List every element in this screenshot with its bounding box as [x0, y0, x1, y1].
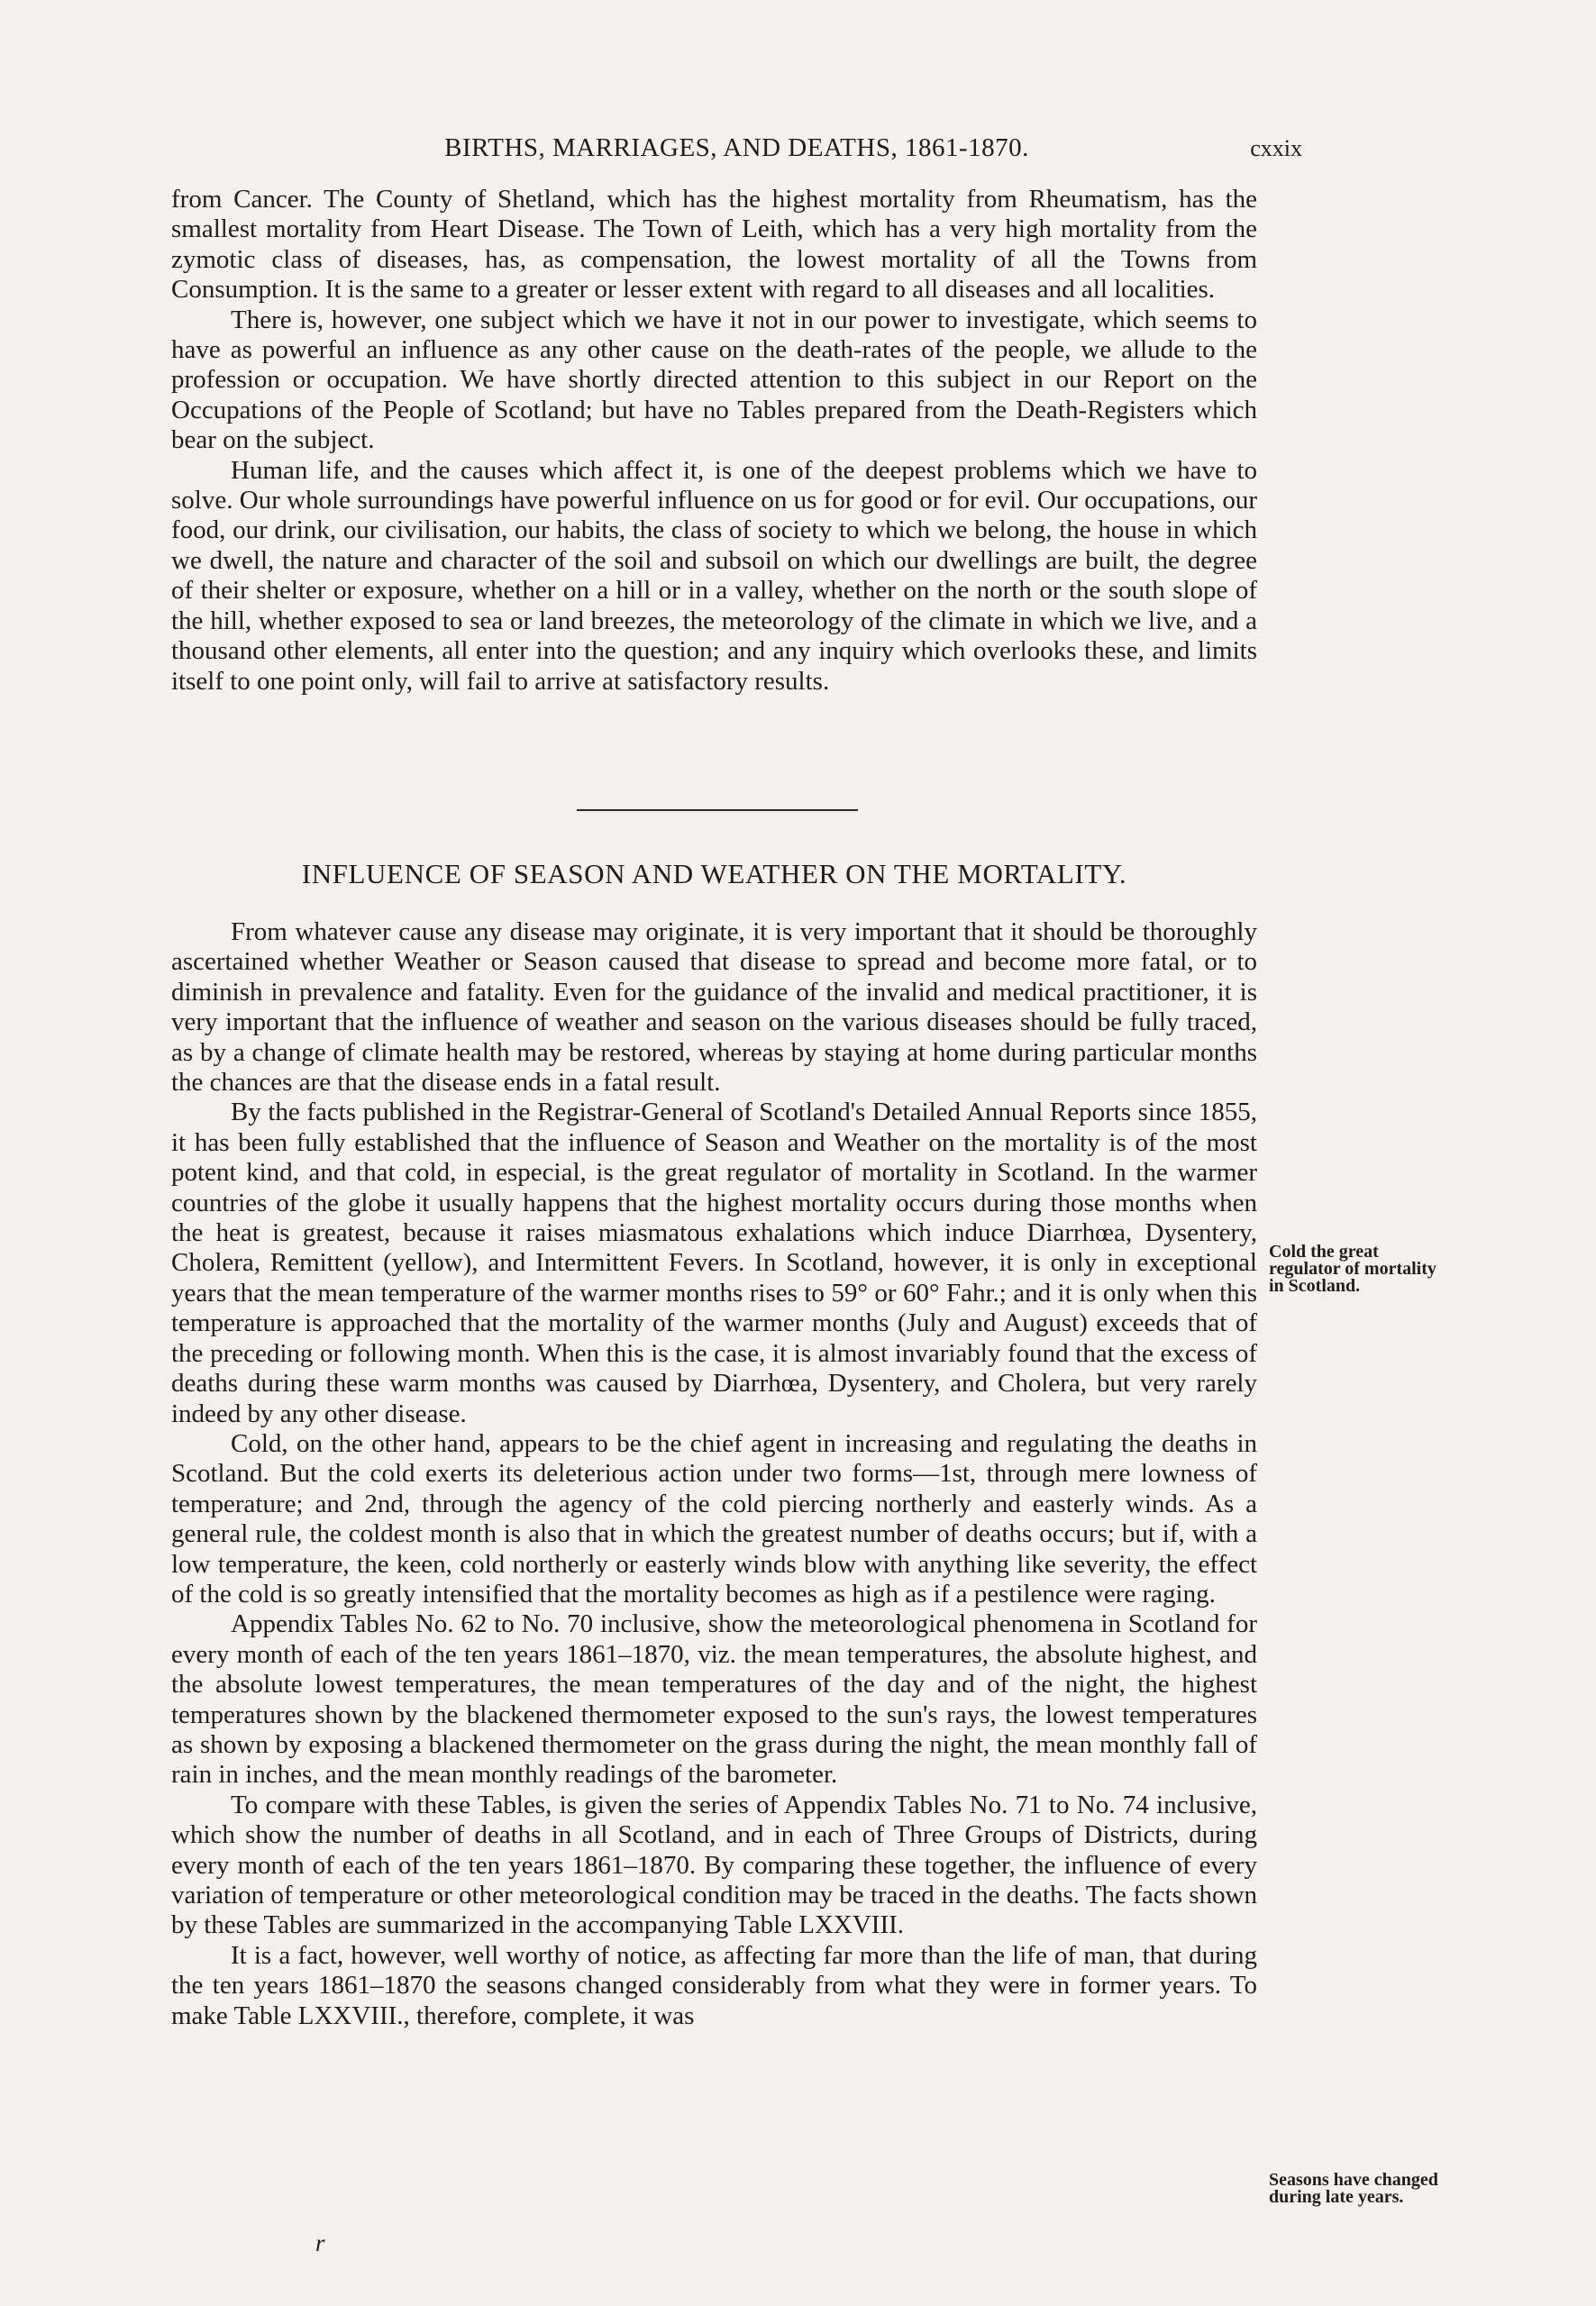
paragraph: By the facts published in the Registrar-General of Scotland's Detailed Annual Reports since 1855, it has been fully established that the influence of Season and Weather on the mortality is of the most potent kind, and that cold, in especial, is the great regulator of mortality in Scotland. In the warmer countries of the globe it usually happens that the highest mortality occurs during those months when the heat is greatest, because it raises miasmatous exhalations which induce Diarrhœa, Dysentery, Cholera, Remittent (yellow), and Intermittent Fevers. In Scotland, however, it is only in exceptional years that the mean temperature of the warmer months rises to 59° or 60° Fahr.; and it is only when this temperature is approached that the mortality of the warmer months (July and August) exceeds that of the preceding or following month. When this is the case, it is almost invariably found that the excess of deaths during these warm months was caused by Diarrhœa, Dysentery, and Cholera, but very rarely indeed by any other disease. [171, 1098, 1257, 1428]
signature-mark: r [315, 2229, 325, 2256]
margin-note: Cold the great regulator of mortality in Scotland. [1269, 1242, 1436, 1296]
page-number: cxxix [1250, 135, 1302, 161]
paragraph: Cold, on the other hand, appears to be the chief agent in increasing and regulating the deaths in Scotland. But the cold exerts its deleterious action under two forms—1st, through mere lowness of temperature; and 2nd, through the agency of the cold piercing northerly and easterly winds. As a general rule, the coldest month is also that in which the greatest number of deaths occurs; but if, with a low temperature, the keen, cold northerly or easterly winds blow with anything like severity, the effect of the cold is so greatly intensified that the mortality becomes as high as if a pestilence were raging. [171, 1428, 1257, 1609]
margin-note: Seasons have changed during late years. [1269, 2170, 1438, 2207]
paragraph: It is a fact, however, well worthy of notice, as affecting far more than the life of man, that during the ten years 1861–1870 the seasons changed considerably from what they were in former years. To make Table LXXVIII., therefore, complete, it was [171, 1940, 1257, 2030]
paragraph: From whatever cause any disease may originate, it is very important that it should be thoroughly ascertained whether Weather or Season caused that disease to spread and become more fatal, or to diminish in prevalence and fatality. Even for the guidance of the invalid and medical practitioner, it is very important that the influence of weather and season on the various diseases should be fully traced, as by a change of climate health may be restored, whereas by staying at home during particular months the chances are that the disease ends in a fatal result. [171, 917, 1257, 1098]
paragraph: There is, however, one subject which we have it not in our power to investigate, which seems to have as powerful an influence as any other cause on the death-rates of the people, we allude to the profession or occupation. We have shortly directed attention to this subject in our Report on the Occupations of the People of Scotland; but have no Tables prepared from the Death-Registers which bear on the subject. [171, 305, 1257, 455]
page-header [171, 133, 1302, 169]
section-divider [577, 809, 858, 811]
continued-text-block [171, 185, 1257, 697]
running-head: BIRTHS, MARRIAGES, AND DEATHS, 1861-1870. [444, 133, 1029, 162]
paragraph: Human life, and the causes which affect it, is one of the deepest problems which we have to solve. Our whole surroundings have powerful influence on us for good or for evil. Our occupations, our food, our drink, our civilisation, our habits, the class of society to which we belong, the house in which we dwell, the nature and character of the soil and subsoil on which our dwellings are built, the degree of their shelter or exposure, whether on a hill or in a valley, whether on the north or the south slope of the hill, whether exposed to sea or land breezes, the meteorology of the climate in which we live, and a thousand other elements, all enter into the question; and any inquiry which overlooks these, and limits itself to one point only, will fail to arrive at satisfactory results. [171, 455, 1257, 696]
paragraph: from Cancer. The County of Shetland, which has the highest mortality from Rheumatism, has the smallest mortality from Heart Disease. The Town of Leith, which has a very high mortality from the zymotic class of diseases, has, as compensation, the lowest mortality of all the Towns from Consumption. It is the same to a greater or lesser extent with regard to all diseases and all localities. [171, 185, 1257, 305]
paragraph: To compare with these Tables, is given the series of Appendix Tables No. 71 to No. 74 inclusive, which show the number of deaths in all Scotland, and in each of Three Groups of Districts, during every month of each of the ten years 1861–1870. By comparing these together, the influence of every variation of temperature or other meteorological condition may be traced in the deaths. The facts shown by these Tables are summarized in the accompanying Table LXXVIII. [171, 1790, 1257, 1940]
section-text-block [171, 917, 1257, 2031]
paragraph: Appendix Tables No. 62 to No. 70 inclusive, show the meteorological phenomena in Scotland for every month of each of the ten years 1861–1870, viz. the mean temperatures, the absolute highest, and the absolute lowest temperatures, the mean temperatures of the day and of the night, the highest temperatures shown by the blackened thermometer exposed to the sun's rays, the lowest temperatures as shown by exposing a blackened thermometer on the grass during the night, the mean monthly fall of rain in inches, and the mean monthly readings of the barometer. [171, 1609, 1257, 1790]
section-heading: INFLUENCE OF SEASON AND WEATHER ON THE MORTALITY. [301, 858, 1127, 889]
